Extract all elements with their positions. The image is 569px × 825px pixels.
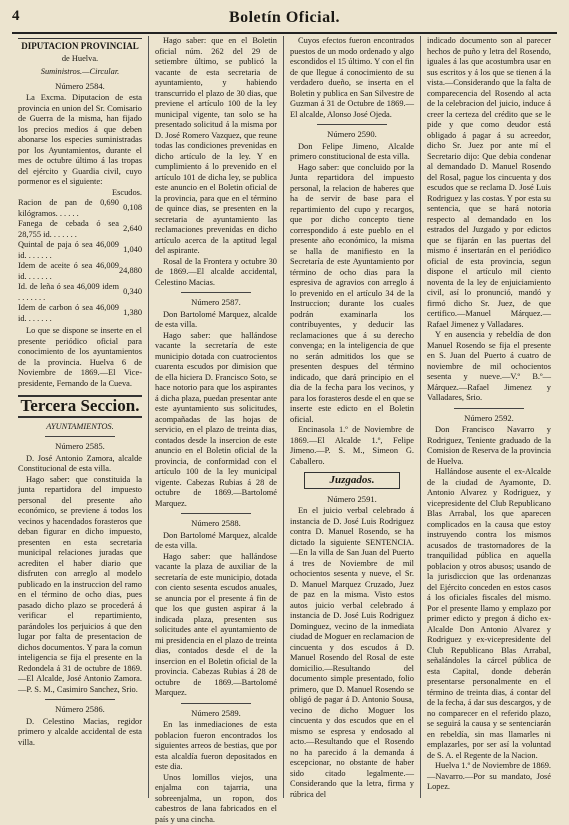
divider — [181, 703, 251, 704]
notice-number: Número 2585. — [18, 441, 142, 452]
price-item: Idem de aceite ó sea 46,009 id. . . . . . . — [18, 261, 119, 282]
notice-text: D. Celestino Macias, regidor primero y alcalde accidental de esta villa. — [18, 717, 142, 749]
price-item: Fanega de cebada ó sea 28,755 id. . . . . . . — [18, 219, 119, 240]
notice-text: Hago saber: que hallándose vacante la secretaría de este municipio dotada con cuatrocientos cuarenta escudos por dimision que de ella hiciera D. Francisco Soto, se hace notorio para que los aspirantes á dicha plaza, puedan presentar ante este ayuntamiento sus solicitudes, acompañadas de las hojas de servicio, en el plazo de treinta dias, contados desde la insercion de este anuncio en el Boletin oficial de la provincia, de conformidad con el artículo 100 de la ley municipal vigente. Cabezas Rubias á 28 de octubre de 1869.—Bartolomé Marquez. — [155, 331, 277, 510]
price-value: 0,108 — [119, 198, 142, 219]
notice-signature: Rosal de la Frontera y octubre 30 de 1869.—El alcalde accidental, Celestino Macias. — [155, 257, 277, 289]
notice-text: D. José Antonio Zamora, alcalde Constitucional de esta villa. — [18, 454, 142, 475]
notice-text: Lo que se dispone se inserte en el presente periódico oficial para conocimiento de los ayuntamientos de la provincia. Huelva 6 de Noviembre de 1869.—El Vice-presidente, Fernando de la Cueva. — [18, 326, 142, 389]
page-title: Boletín Oficial. — [12, 9, 557, 27]
price-value: 24,880 — [119, 261, 142, 282]
column-4 — [420, 36, 557, 798]
section-banner-tercera: Tercera Seccion. — [18, 395, 142, 418]
price-row — [18, 282, 142, 303]
price-row — [18, 261, 142, 282]
column-2 — [148, 36, 283, 798]
notice-text: Hallándose ausente el ex-Alcalde de la ciudad de Ayamonte, D. Antonio Alvarez y Rodriguez, y vicepresidente del Club Republicano Blas Arrabal, los que aparecen complicados en la causa que estoy instruyendo contra los mismos acusados de trastornadores de la tranquilidad pública en aquella poblacion y otros abusos; usando de la jurisdiccion que las ordenanzas del Ejército conceden en estos casos á los oficiales fiscales del mismo. Por el presente llamo y emplazo por primer edicto y pregon á dicho ex-Alcalde Don Antonio Alvarez y Rodriguez y ex-vicepresidente del Club Republicano Blas Arrabal, señalándoles la cárcel pública de esta Capital, donde deberán presentarse personalmente en el término de treinta dias, á contar del de la fecha, á dar sus descargos, y de no comparecer en el referido plazo, se seguirá la causa y se sentenciarán en rebeldía, sin mas llamarles ni emplazarles, por ser así la voluntad de S. A. el Regente de la Nacion. — [427, 467, 551, 761]
column-3 — [283, 36, 420, 798]
notice-text: Unos lomillos viejos, una enjalma con tajarria, una sobreenjalma, un ropon, dos cabestros de lana fabricados en el país y una cincha. — [155, 773, 277, 825]
notice-text: Cuyos efectos fueron encontrados puestos de un modo ordenado y algo escondidos el 15 último. Y con el fin de que llegue á conocimiento de su verdadero dueño, se inserta en el Boletin y publica en San Silvestre de Guzman á 31 de Octubre de 1869.—El alcalde, Alonso José Ojeda. — [290, 36, 414, 120]
notice-text: Don Bartolomé Marquez, alcalde de esta villa. — [155, 531, 277, 552]
notice-text: Hago saber: que concluido por la Junta repartidora del impuesto personal, la relacion de haberes que ha de servir de base para el repartimiento del cupo y recargos, que por dicho concepto tiene correspondido á este pueblo en el presente año económico, la misma se halla de manifiesto en la Secretaría de este Ayuntamiento por término de ocho dias para la espresiva de agravios con arreglo á lo prevenido en el artículo 34 de la Instruccion; durante los cuales podrán examinarla los contribuyentes, y deducir las reclamaciones que á su derecho convenga; en la inteligencia de que no serán admitidos los que se presenten despues del término indicado, que dará principio en el dia de la fecha para los vecinos, y para los forasteros desde el en que se inserte este edicto en el Boletin oficial. — [290, 163, 414, 426]
notice-text: Don Felipe Jimeno, Alcalde primero constitucional de esta villa. — [290, 142, 414, 163]
price-row — [18, 198, 142, 219]
price-item: Racion de pan de 0,690 kilógramos. . . . . . — [18, 198, 119, 219]
notice-text: Don Francisco Navarro y Rodriguez, Teniente graduado de la Comision de Reserva de la provincia de Huelva. — [427, 425, 551, 467]
section-heading-diputacion: DIPUTACION PROVINCIAL — [18, 38, 142, 54]
price-value: 2,640 — [119, 219, 142, 240]
notice-text: Y en ausencia y rebeldía de don Manuel Rosendo se fija el presente en S. Juan del Puerto á cuatro de noviembre de mil ochocientos sesenta y nueve.—V.º B.º—Márquez.—Rafael Jimenez y Valladares, Srio. — [427, 330, 551, 404]
notice-number: Número 2589. — [155, 708, 277, 719]
price-value: 1,040 — [119, 240, 142, 261]
escudos-label: Escudos. — [18, 188, 142, 199]
price-row — [18, 219, 142, 240]
notice-number: Número 2588. — [155, 518, 277, 529]
price-value: 0,340 — [119, 282, 142, 303]
divider — [45, 436, 115, 437]
notice-text: Hago saber: que en el Boletin oficial núm. 262 del 29 de setiembre último, se publicó la vacante de esta secretaria de ayuntamiento, y habiendo transcurrido el plazo de 30 dias, que previene el artículo 100 de la ley municipal vigente, tan solo se ha presentado solicitud á la misma por D. José Romero Vazquez, que reune todas las condiciones prevenidas en dicho artículo de la ley. Y en cumplimiento á lo prevenido en el artículo 101 de dicha ley, se publica este anuncio en el Boletin oficial de la provincia, para que en el término de quince dias, se presenten en la secretaria de ayuntamiento las reclamaciones prevenidas en dicho artículo acerca de la aptitud legal del aspirante. — [155, 36, 277, 257]
notice-text: En las inmediaciones de esta poblacion fueron encontrados los siguientes arreos de bestias, que por esta alcaldía fueron depositados en este dia. — [155, 720, 277, 773]
divider — [181, 292, 251, 293]
notice-number: Número 2590. — [290, 129, 414, 140]
price-item: Id. de leña ó sea 46,009 idem . . . . . . . — [18, 282, 119, 303]
page-number: 4 — [12, 8, 20, 25]
notice-signature: Huelva 1.º de Noviembre de 1869.—Navarro.—Por su mandato, José Lopez. — [427, 761, 551, 793]
divider — [317, 124, 387, 125]
notice-text: indicado documento son al parecer hechos de puño y letra del Rosendo, iguales á las que acostumbra usar en sus escritos y á los que se tienen á la vista.—Considerando que la falta de comparecencia del Rosendo al acta de la celebracion del juicio, induce á creer la certeza del crédito que se le pide y que como deudor está obligado á pagar á su acreedor, dicho Sr. Juez por ante mí el Secretario dijo: Que debia condenar al demandado D. Manuel Rosendo del Rosal, pague los cincuenta y dos escudos que se reclama D. José Luis Rodriguez y las costas. Y por esta su sentencia, que se hará notoria respecto al demandado en los estrados del Juzgado y por edictos que se fijarán en las puertas del mismo é insertarán en el periódico oficial de esta provincia, segun dispone el artículo mil ciento noventa de la ley de enjuiciamiento civil, así lo pronunció, mandó y firmó dicho Sr. Juez, de que certifico.—Manuel Márquez.—Rafael Jimenez y Valladares. — [427, 36, 551, 330]
price-table — [18, 198, 142, 324]
section-subheading: de Huelva. — [18, 54, 142, 65]
notice-text: En el juicio verbal celebrado á instancia de D. José Luis Rodriguez contra D. Manuel Rosendo, se ha dictado la siguiente SENTENCIA.—En la villa de San Juan del Puerto á tres de Noviembre de mil ochocientos sesenta y nueve, el Sr. D. Manuel Marquez Cruzado, Juez de paz en la misma. Visto estos autos juicio verbal celebrado á instancia de D. José Luis Rodriguez Dominguez, vecino de la inmediata ciudad de Moguer en reclamacion de cincuenta y dos escudos á D. Manuel Rosendo del Rosal de este domicilio.—Resultando del documento simple presentado, folio primero, que D. Manuel Rosendo se obligó de pagar á D. Antonio Sousa, vecino de dicho Moguer los cincuenta y dos escudos que en el mismo se espresa y endosado al acto.—Resultando que el Rosendo no ha parecido á la demanda á escepcionar, no obstante de haber sido citado legalmente.—Considerando que la letra, firma y rúbrica del — [290, 506, 414, 800]
column-1 — [12, 36, 148, 798]
price-row — [18, 303, 142, 324]
notice-text: Don Bartolomé Marquez, alcalde de esta villa. — [155, 310, 277, 331]
notice-number: Número 2584. — [18, 81, 142, 92]
price-row — [18, 240, 142, 261]
notice-signature: Encinasola 1.º de Noviembre de 1869.—El Alcalde 1.º, Felipe Jimeno.—P. S. M., Simeon G. Caballero. — [290, 425, 414, 467]
notice-number: Número 2586. — [18, 704, 142, 715]
circular-label: Suministros.—Circular. — [18, 67, 142, 78]
page-header — [12, 4, 557, 34]
divider — [45, 699, 115, 700]
notice-number: Número 2592. — [427, 413, 551, 424]
notice-text: La Excma. Diputacion de esta provincia en union del Sr. Comisario de Guerra de la misma, han fijado los precios medios á que deben abonarse los especies suministradas por los Ayuntamientos, durante el mes de octubre último á las tropas del ejército y Guardia civil, cuyo pormenor es el siguiente: — [18, 93, 142, 188]
divider — [454, 408, 524, 409]
columns — [12, 36, 557, 798]
notice-number: Número 2591. — [290, 494, 414, 505]
notice-number: Número 2587. — [155, 297, 277, 308]
divider — [181, 513, 251, 514]
price-item: Quintal de paja ó sea 46,009 id. . . . . . . — [18, 240, 119, 261]
price-value: 1,380 — [119, 303, 142, 324]
notice-text: Hago saber: que hallándose vacante la plaza de auxiliar de la secretaría de este municipio, dotada con ciento sesenta escudos anuales, se anuncia por el presente á fin de que los que gusten aspirar á la indicada plaza, presenten sus solicitudes ante el ayuntamiento de mi presidencia en el plazo de treinta dias, contados desde el de la insercion en el Boletin oficial de la provincia. Cabezas Rubias á 28 de octubre de 1869.—Bartolomé Marquez. — [155, 552, 277, 699]
price-item: Idem de carbon ó sea 46,009 id. . . . . . . — [18, 303, 119, 324]
section-subheading-ayuntamientos: AYUNTAMIENTOS. — [18, 422, 142, 433]
notice-text: Hago saber: que constituida la junta repartidora del impuesto personal del presente año económico, se previene á todos los vecinos y hacendados forasteros que deban figurar en dicho impuesto, presenten en esta secretaria municipal relaciones juradas que acrediten el haber diario que disfruten con arreglo al modelo publicado en la instruccion del ramo en el término de ocho dias, pues pasado dicho plazo se procederá á verificar el repartimiento, parándoles los perjuicios á que den lugar por falta de presentacion de dichos documentos. Y para la comun inteligencia se fija el presente en la Redondela á 31 de octubre de 1869.—El Alcalde, José Antonio Zamora.—P. S. M., Casimiro Sanchez, Srio. — [18, 475, 142, 696]
section-heading-juzgados: Juzgados. — [304, 472, 400, 489]
